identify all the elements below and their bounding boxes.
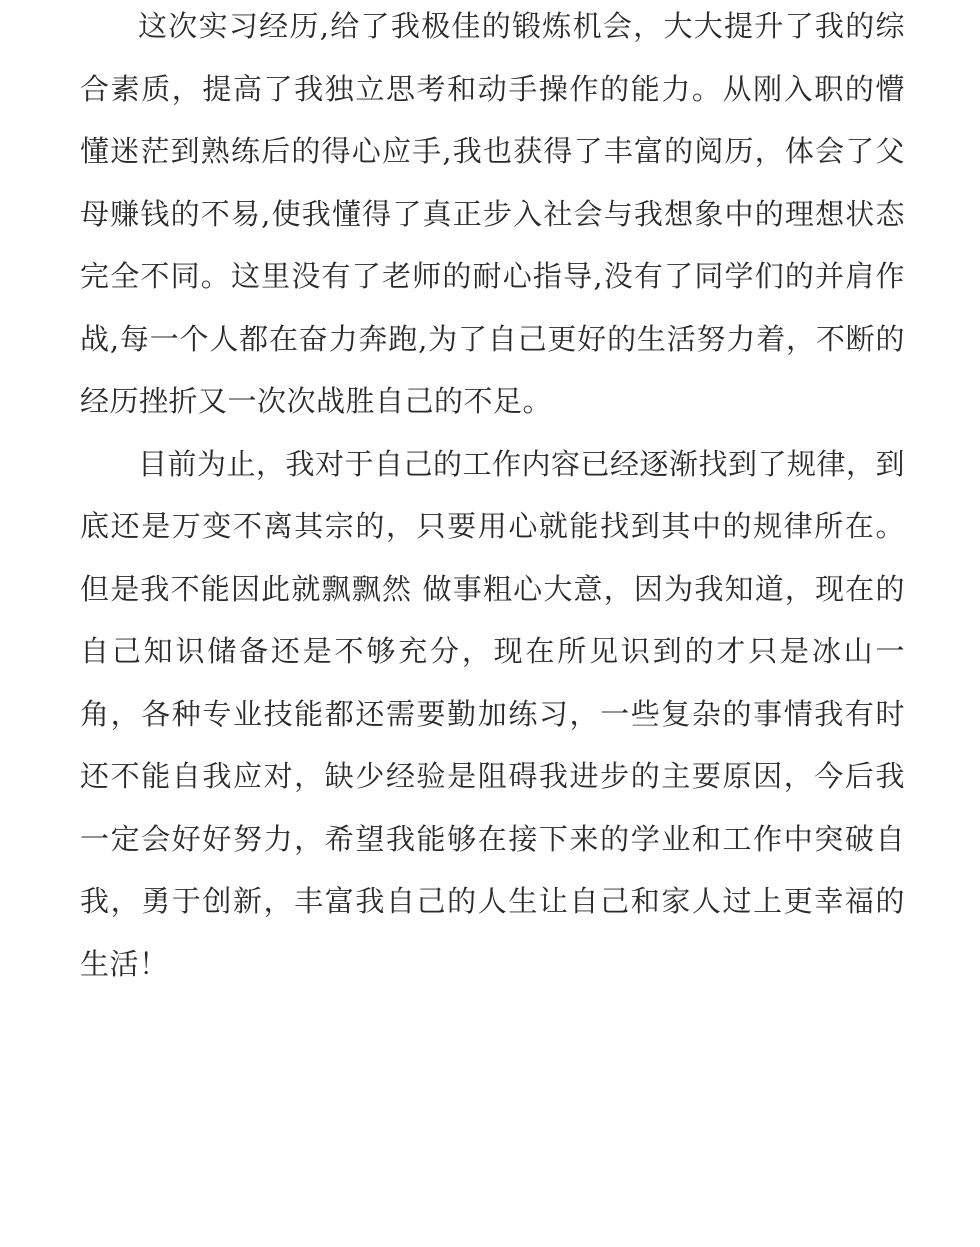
paragraph-current-progress: 目前为止，我对于自己的工作内容已经逐渐找到了规律，到底还是万变不离其宗的，只要用心就能找到其中的规律所在。但是我不能因此就飘飘然 做事粗心大意，因为我知道，现在的自己知识储备还是不够充分，现在所见识到的才只是冰山一角，各种专业技能都还需要勤加练习，一些复杂的事情我有时还不能自我应对，缺少经验是阻碍我进步的主要原因，今后我一定会好好努力，希望我能够在接下来的学业和工作中突破自我，勇于创新，丰富我自己的人生让自己和家人过上更幸福的生活！: [80, 446, 906, 981]
paragraph-internship-experience: 这次实习经历,给了我极佳的锻炼机会，大大提升了我的综合素质，提高了我独立思考和动手操作的能力。从刚入职的懵懂迷茫到熟练后的得心应手,我也获得了丰富的阅历，体会了父母赚钱的不易,使我懂得了真正步入社会与我想象中的理想状态完全不同。这里没有了老师的耐心指导,没有了同学们的并肩作战,每一个人都在奋力奔跑,为了自己更好的生活努力着，不断的经历挫折又一次次战胜自己的不足。: [80, 9, 905, 418]
document-body: [80, 0, 905, 995]
